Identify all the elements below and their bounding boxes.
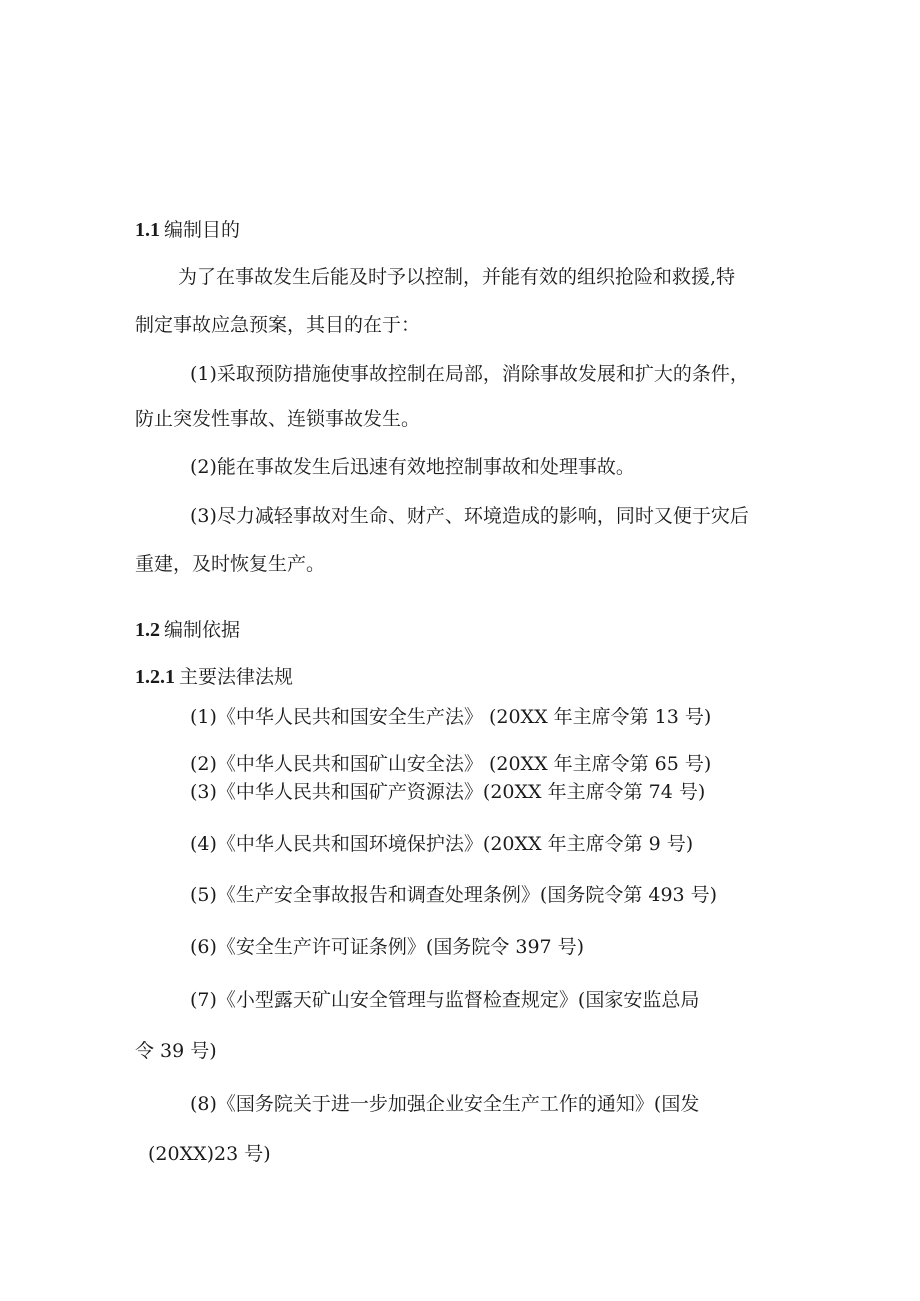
- section-number: 1.2: [135, 619, 160, 641]
- section-1-2-heading: [135, 620, 240, 640]
- section-1-1-heading: [135, 220, 240, 240]
- section-title: 主要法律法规: [179, 666, 294, 688]
- section-number: 1.2.1: [135, 666, 175, 688]
- section-title: 编制依据: [164, 619, 241, 641]
- law-item-7-cont: 令 39 号): [135, 1040, 217, 1062]
- law-item-2: (2)《中华人民共和国矿山安全法》 (20XX 年主席令第 65 号): [190, 753, 712, 775]
- section-number: 1.1: [135, 219, 160, 241]
- law-item-3: (3)《中华人民共和国矿产资源法》(20XX 年主席令第 74 号): [190, 781, 706, 803]
- law-item-8: (8)《国务院关于进一步加强企业安全生产工作的通知》(国发: [190, 1093, 700, 1115]
- law-item-7: (7)《小型露天矿山安全管理与监督检查规定》(国家安监总局: [190, 989, 700, 1011]
- section-title: 编制目的: [164, 219, 241, 241]
- law-item-6: (6)《安全生产许可证条例》(国务院令 397 号): [190, 936, 585, 958]
- purpose-item-3: (3)尽力减轻事故对生命、财产、环境造成的影响，同时又便于灾后: [190, 505, 749, 527]
- law-item-5: (5)《生产安全事故报告和调查处理条例》(国务院令第 493 号): [190, 884, 718, 906]
- purpose-item-2: (2)能在事故发生后迅速有效地控制事故和处理事故。: [190, 456, 635, 478]
- law-item-8-cont: (20XX)23 号): [148, 1143, 271, 1165]
- purpose-item-1: (1)采取预防措施使事故控制在局部，消除事故发展和扩大的条件，: [190, 363, 749, 385]
- intro-line-1: 为了在事故发生后能及时予以控制，并能有效的组织抢险和救援,特: [178, 266, 736, 288]
- law-item-4: (4)《中华人民共和国环境保护法》(20XX 年主席令第 9 号): [190, 833, 694, 855]
- section-1-2-1-heading: [135, 667, 293, 687]
- purpose-item-1-cont: 防止突发性事故、连锁事故发生。: [135, 408, 421, 430]
- law-item-1: (1)《中华人民共和国安全生产法》 (20XX 年主席令第 13 号): [190, 706, 712, 728]
- intro-line-2: 制定事故应急预案，其目的在于：: [135, 314, 421, 336]
- purpose-item-3-cont: 重建，及时恢复生产。: [135, 553, 326, 575]
